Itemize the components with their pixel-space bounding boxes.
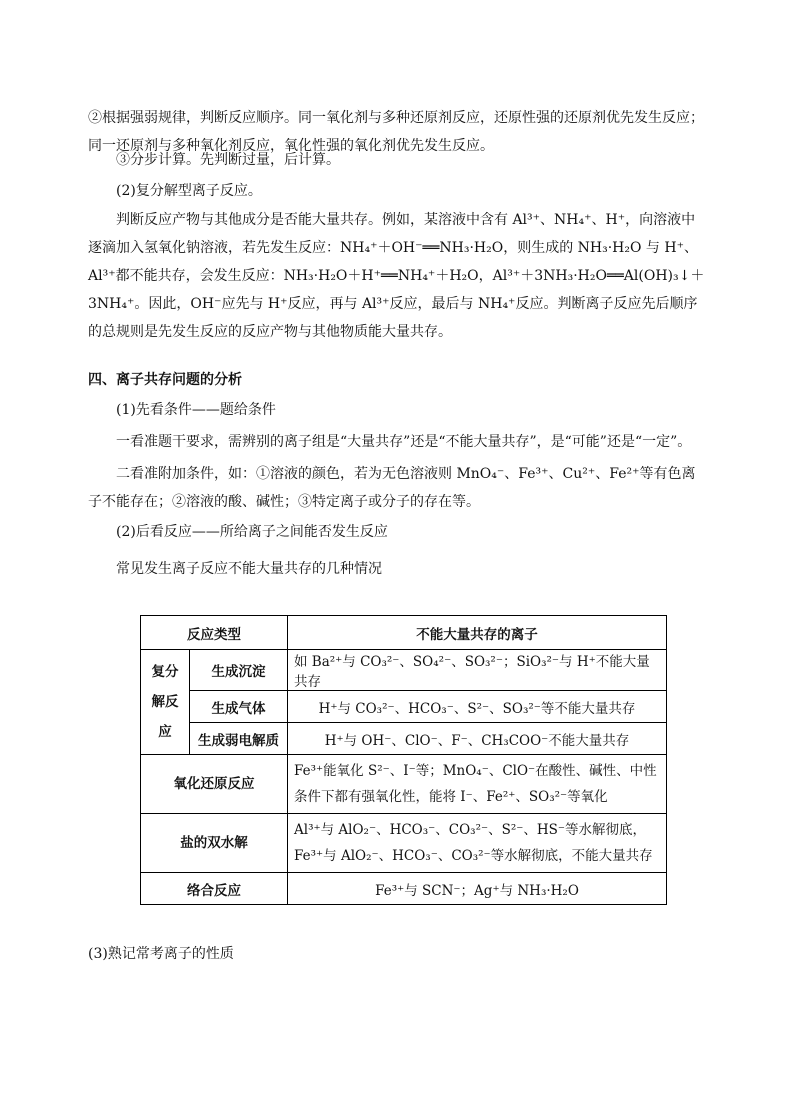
row-type: 生成气体 (190, 691, 288, 723)
table-row (141, 691, 667, 723)
row-type: 氧化还原反应 (141, 755, 288, 814)
table-row (141, 723, 667, 755)
row-ions: Fe³⁺能氧化 S²⁻、I⁻等；MnO₄⁻、ClO⁻在酸性、碱性、中性条件下都有强氧化性，能将 I⁻、Fe²⁺、SO₃²⁻等氧化 (288, 755, 667, 814)
subheading-conditions: (1)先看条件——题给条件 (116, 402, 276, 418)
paragraph-redox-order: ②根据强弱规律，判断反应顺序。同一氧化剂与多种还原剂反应，还原性强的还原剂优先发生反应；同一还原剂与多种氧化剂反应，氧化性强的氧化剂优先发生反应。 (88, 110, 704, 154)
paragraph-example: 判断反应产物与其他成分是否能大量共存。例如，某溶液中含有 Al³⁺、NH₄⁺、H⁺，向溶液中逐滴加入氢氧化钠溶液，若先发生反应：NH₄⁺＋OH⁻══NH₃·H₂O，则生成的 NH₃·H₂O 与 H⁺、Al³⁺都不能共存，会发生反应：NH₃·H₂O＋H⁺══NH₄⁺＋H₂O，Al³⁺＋3NH₃·H₂O══Al(OH)₃↓＋3NH₄⁺。因此，OH⁻应先与 H⁺反应，再与 Al³⁺反应，最后与 NH₄⁺反应。判断离子反应先后顺序的总规则是先发生反应的反应产物与其他物质能大量共存。 (88, 212, 705, 340)
paragraph-first-look: 一看准题干要求，需辨别的离子组是“大量共存”还是“不能大量共存”，是“可能”还是“一定”。 (116, 434, 692, 450)
table-header-row (141, 616, 667, 650)
row-type: 生成沉淀 (190, 650, 288, 691)
header-incompatible-ions: 不能大量共存的离子 (288, 616, 667, 650)
row-type: 生成弱电解质 (190, 723, 288, 755)
paragraph-step-calc: ③分步计算。先判断过量，后计算。 (116, 152, 340, 168)
category-double-decomposition: 复分解反应 (141, 650, 190, 755)
table-row (141, 650, 667, 691)
row-ions: H⁺与 OH⁻、ClO⁻、F⁻、CH₃COO⁻不能大量共存 (288, 723, 667, 755)
row-ions: H⁺与 CO₃²⁻、HCO₃⁻、S²⁻、SO₃²⁻等不能大量共存 (288, 691, 667, 723)
subheading-double-decomposition: (2)复分解型离子反应。 (116, 183, 262, 199)
subheading-reactions: (2)后看反应——所给离子之间能否发生反应 (116, 524, 388, 540)
ion-coexistence-table (140, 615, 667, 905)
section-heading-ion-coexistence: 四、离子共存问题的分析 (88, 372, 242, 388)
table-row (141, 814, 667, 873)
row-type: 盐的双水解 (141, 814, 288, 873)
table-row (141, 873, 667, 905)
paragraph-second-look: 二看准附加条件，如：①溶液的颜色，若为无色溶液则 MnO₄⁻、Fe³⁺、Cu²⁺、Fe²⁺等有色离子不能存在；②溶液的酸、碱性；③特定离子或分子的存在等。 (88, 466, 696, 510)
header-reaction-type: 反应类型 (141, 616, 288, 650)
row-type: 络合反应 (141, 873, 288, 905)
row-ions: Al³⁺与 AlO₂⁻、HCO₃⁻、CO₃²⁻、S²⁻、HS⁻等水解彻底，Fe³⁺与 AlO₂⁻、HCO₃⁻、CO₃²⁻等水解彻底，不能大量共存 (288, 814, 667, 873)
row-ions: 如 Ba²⁺与 CO₃²⁻、SO₄²⁻、SO₃²⁻；SiO₃²⁻与 H⁺不能大量共存 (288, 650, 667, 691)
row-ions: Fe³⁺与 SCN⁻；Ag⁺与 NH₃·H₂O (288, 873, 667, 905)
table-row (141, 755, 667, 814)
table-caption: 常见发生离子反应不能大量共存的几种情况 (116, 561, 382, 577)
subheading-common-ions: (3)熟记常考离子的性质 (88, 946, 234, 962)
